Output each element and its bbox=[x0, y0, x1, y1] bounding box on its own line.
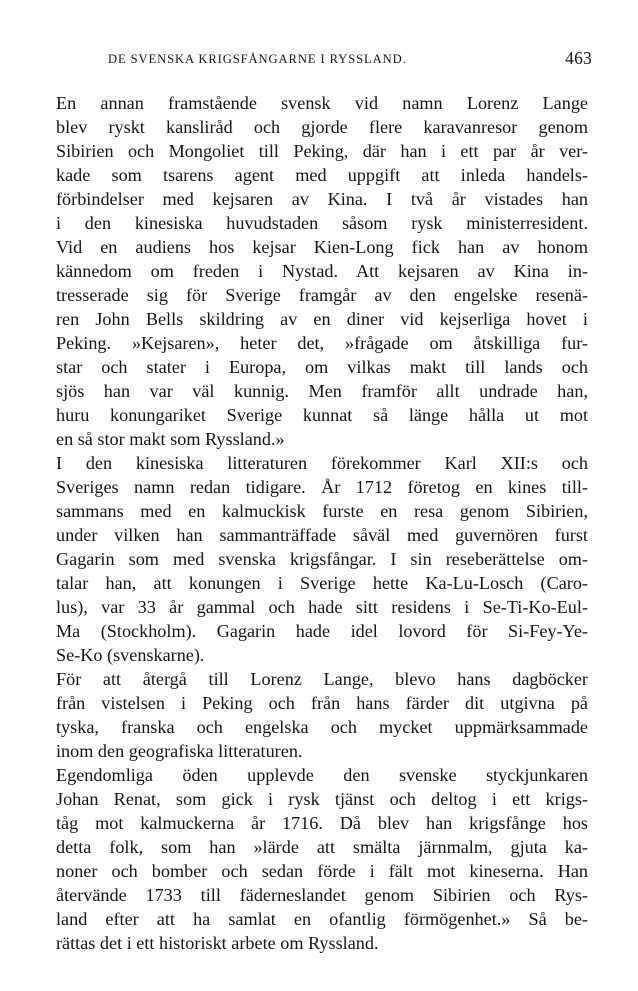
text-line: sjös han var väl kunnig. Men framför allt undrade han, bbox=[56, 381, 588, 401]
text-line: Sveriges namn redan tidigare. År 1712 företog en kines till- bbox=[56, 477, 588, 497]
text-line: tresserade sig för Sverige framgår av den engelske resenä- bbox=[56, 285, 588, 305]
text-line: i den kinesiska huvudstaden såsom rysk ministerresident. bbox=[56, 213, 588, 233]
text-line: detta folk, som han »lärde att smälta järnmalm, gjuta ka- bbox=[56, 837, 588, 857]
text-line: land efter att ha samlat en ofantlig förmögenhet.» Så be- bbox=[56, 909, 588, 929]
text-line: ren John Bells skildring av en diner vid kejserliga hovet i bbox=[56, 309, 588, 329]
text-line: huru konungariket Sverige kunnat så länge hålla ut mot bbox=[56, 405, 588, 425]
running-head bbox=[56, 48, 592, 72]
text-line: Egendomliga öden upplevde den svenske styckjunkaren bbox=[56, 765, 588, 785]
text-line: inom den geografiska litteraturen. bbox=[56, 741, 303, 761]
text-line: förbindelser med kejsaren av Kina. I två år vistades han bbox=[56, 189, 588, 209]
text-line: Vid en audiens hos kejsar Kien-Long fick han av honom bbox=[56, 237, 588, 257]
text-line: För att återgå till Lorenz Lange, blevo hans dagböcker bbox=[56, 669, 588, 689]
text-line: tyska, franska och engelska och mycket uppmärksammade bbox=[56, 717, 588, 737]
text-line: Ma (Stockholm). Gagarin hade idel lovord för Si-Fey-Ye- bbox=[56, 621, 588, 641]
text-line: Se-Ko (svenskarne). bbox=[56, 645, 205, 665]
text-line: Gagarin som med svenska krigsfångar. I sin reseberättelse om- bbox=[56, 549, 588, 569]
text-line: en så stor makt som Ryssland.» bbox=[56, 429, 285, 449]
text-line: kade som tsarens agent med uppgift att inleda handels- bbox=[56, 165, 588, 185]
text-line: under vilken han sammanträffade såväl med guvernören furst bbox=[56, 525, 588, 545]
text-line: Johan Renat, som gick i rysk tjänst och deltog i ett krigs- bbox=[56, 789, 588, 809]
text-line: I den kinesiska litteraturen förekommer Karl XII:s och bbox=[56, 453, 588, 473]
text-line: star och stater i Europa, om vilkas makt till lands och bbox=[56, 357, 588, 377]
text-line: noner och bomber och sedan förde i fält mot kineserna. Han bbox=[56, 861, 588, 881]
text-line: Sibirien och Mongoliet till Peking, där han i ett par år ver- bbox=[56, 141, 588, 161]
text-line: rättas det i ett historiskt arbete om Ryssland. bbox=[56, 933, 379, 953]
text-line: sammans med en kalmuckisk furste en resa genom Sibirien, bbox=[56, 501, 588, 521]
page-number: 463 bbox=[565, 48, 592, 68]
text-line: talar han, att konungen i Sverige hette Ka-Lu-Losch (Caro- bbox=[56, 573, 588, 593]
text-line: tåg mot kalmuckerna år 1716. Då blev han krigsfånge hos bbox=[56, 813, 588, 833]
text-line: Peking. »Kejsaren», heter det, »frågade om åtskilliga fur- bbox=[56, 333, 588, 353]
text-line: återvände 1733 till fäderneslandet genom Sibirien och Rys- bbox=[56, 885, 588, 905]
running-title: DE SVENSKA KRIGSFÅNGARNE I RYSSLAND. bbox=[108, 52, 407, 66]
text-line: kännedom om freden i Nystad. Att kejsaren av Kina in- bbox=[56, 261, 588, 281]
text-line: blev ryskt kansliråd och gjorde flere karavanresor genom bbox=[56, 117, 588, 137]
text-line: En annan framstående svensk vid namn Lorenz Lange bbox=[56, 93, 588, 113]
text-line: från vistelsen i Peking och från hans färder dit utgivna på bbox=[56, 693, 588, 713]
text-line: lus), var 33 år gammal och hade sitt residens i Se-Ti-Ko-Eul- bbox=[56, 597, 588, 617]
